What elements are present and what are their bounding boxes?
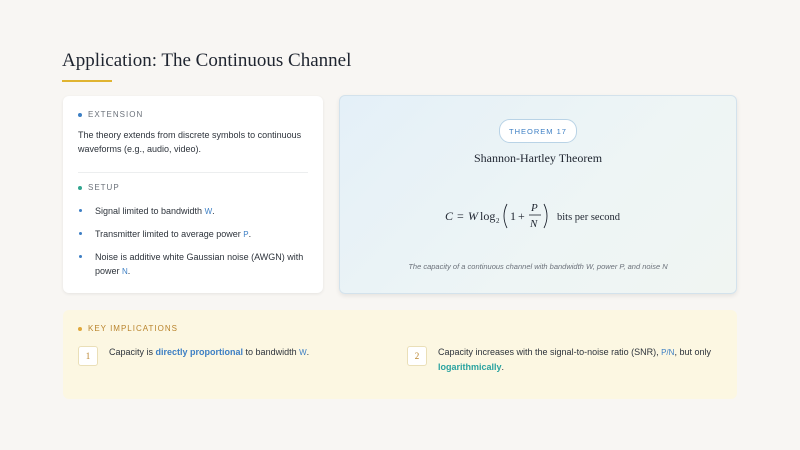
formula — [445, 198, 645, 234]
variable-w: W — [204, 207, 213, 216]
extension-section-label — [78, 110, 308, 119]
formula-denominator: N — [530, 218, 538, 230]
bullet-dot-icon — [78, 113, 82, 117]
setup-item — [78, 250, 308, 279]
setup-list — [78, 204, 308, 279]
theorem-badge: THEOREM 17 — [499, 119, 577, 143]
formula-plus: + — [518, 209, 525, 223]
implication-text-part: . — [501, 362, 505, 372]
setup-item-end: . — [212, 206, 215, 216]
implication-item — [78, 345, 378, 366]
page-title: Application: The Continuous Channel — [62, 50, 352, 71]
implication-text-part: Capacity increases with the signal-to-noise ratio (SNR), — [438, 347, 662, 357]
setup-label: SETUP — [88, 183, 120, 192]
extension-label: EXTENSION — [88, 110, 144, 119]
bullet-dot-icon — [78, 186, 82, 190]
setup-item-text: Transmitter limited to average power — [95, 229, 244, 239]
setup-item-end: . — [248, 229, 252, 239]
implication-highlight: directly proportional — [155, 347, 244, 357]
implication-text — [109, 345, 309, 366]
formula-c: C — [445, 209, 454, 223]
formula-numerator: P — [531, 202, 538, 214]
formula-w: W — [468, 209, 478, 223]
formula-unit: bits per second — [557, 212, 620, 223]
implication-text-part: , but only — [674, 347, 711, 357]
implication-number: 1 — [78, 346, 98, 366]
implications-section-label — [78, 324, 722, 333]
variable-p: P — [243, 230, 249, 239]
implication-item — [407, 345, 727, 375]
implication-highlight: logarithmically — [438, 362, 502, 372]
bullet-icon — [79, 209, 82, 212]
implication-text-part: Capacity is — [109, 347, 156, 357]
variable-n: N — [122, 267, 128, 276]
formula-log-base: 2 — [496, 217, 500, 225]
theorem-name: Shannon-Hartley Theorem — [473, 151, 603, 165]
formula-one: 1 — [510, 209, 516, 223]
theorem-card — [339, 95, 737, 294]
setup-item — [78, 227, 308, 242]
implication-number: 2 — [407, 346, 427, 366]
variable-w: W — [299, 348, 307, 357]
bullet-icon — [79, 255, 82, 258]
setup-item-text: Signal limited to bandwidth — [95, 206, 205, 216]
implication-text-part: . — [306, 347, 310, 357]
context-card — [63, 96, 323, 293]
implications-label: KEY IMPLICATIONS — [88, 324, 178, 333]
formula-eq: = — [457, 209, 464, 223]
title-underline — [62, 80, 112, 82]
variable-snr: P/N — [661, 348, 675, 357]
setup-section-label — [78, 183, 308, 192]
bullet-icon — [79, 232, 82, 235]
setup-item-text: Noise is additive white Gaussian noise (AWGN) with power — [95, 252, 304, 276]
left-paren — [504, 204, 507, 228]
key-implications-panel — [63, 310, 737, 399]
theorem-caption: The capacity of a continuous channel with bandwidth W, power P, and noise N — [408, 262, 668, 271]
bullet-dot-icon — [78, 327, 82, 331]
right-paren — [544, 204, 547, 228]
implication-text-part: to bandwidth — [243, 347, 300, 357]
divider — [78, 172, 308, 173]
setup-item — [78, 204, 308, 219]
implication-text — [438, 345, 727, 375]
extension-text: The theory extends from discrete symbols to continuous waveforms (e.g., audio, video). — [78, 130, 302, 154]
formula-log: log — [480, 209, 496, 223]
setup-item-end: . — [127, 266, 131, 276]
